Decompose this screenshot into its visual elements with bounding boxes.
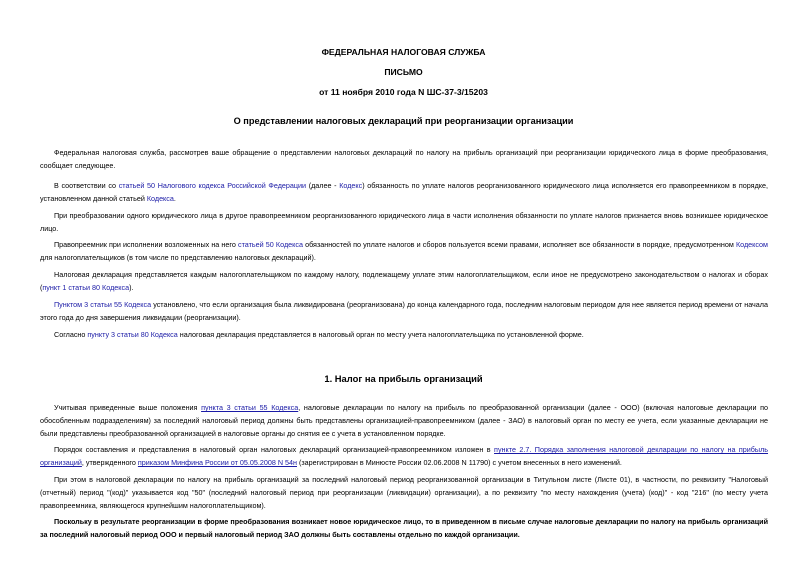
section-1-title: 1. Налог на прибыль организаций xyxy=(324,373,483,384)
text: Согласно xyxy=(54,330,88,339)
text: , налоговые декларации по налогу на прибыль по преобразованной организации (далее - ООО) (включая налоговые декларации по обособленным подразделениям) за последний налоговый период должны быть представлены организацией-правопреемником (далее - ЗАО) в налоговый орган по месту ее учета, если указанные декларации не были представлены преобразованной организацией в налоговые органы до снятия ее с учета в установленном порядке. xyxy=(40,403,768,438)
link-item-2-7-procedure[interactable]: пункте 2.7. Порядка заполнения налоговой декларации по налогу на прибыль организаций xyxy=(40,445,769,467)
text: . xyxy=(173,194,176,203)
text: обязанностей по уплате налогов и сборов пользуется всеми правами, исполняет все обязанности в порядке, предусмотренном xyxy=(302,240,736,249)
paragraph-9 xyxy=(40,443,768,469)
text: (далее - xyxy=(306,181,340,190)
document-date-number: от 11 ноября 2010 года N ШС-37-3/15203 xyxy=(319,87,488,97)
link-article-50-code[interactable]: статьей 50 Кодекса xyxy=(237,240,303,249)
text: , утвержденного xyxy=(81,458,138,467)
document-type: ПИСЬМО xyxy=(384,67,423,77)
paragraph-2 xyxy=(40,179,768,205)
text: для налогоплательщиков (в том числе по представлению налоговых деклараций). xyxy=(40,253,316,262)
text: Учитывая приведенные выше положения xyxy=(54,403,202,412)
link-article-50-tax-code[interactable]: статьей 50 Налогового кодекса Российской Федерации xyxy=(118,181,307,190)
text: Правопреемник при исполнении возложенных на него xyxy=(54,240,238,249)
paragraph-3: При преобразовании одного юридического лица в другое правопреемником реорганизованного юридического лица в части исполнения обязанности по уплате налогов признается вновь возникшее юридическое лицо. xyxy=(40,211,768,233)
link-item-3-article-55-b[interactable]: пункта 3 статьи 55 Кодекса xyxy=(201,403,299,412)
text: (зарегистрирован в Минюсте России 02.06.2008 N 11790) с учетом внесенных в него изменений. xyxy=(296,458,622,467)
link-code-3[interactable]: Кодексом xyxy=(735,240,768,249)
paragraph-7 xyxy=(40,328,768,341)
link-item-3-article-80[interactable]: пункту 3 статьи 80 Кодекса xyxy=(87,330,178,339)
paragraph-1: Федеральная налоговая служба, рассмотрев ваше обращение о представлении налоговых деклараций по налогу на прибыль организаций при реорганизации юридического лица в форме преобразования, сообщает следующее. xyxy=(40,148,768,170)
link-item-3-article-55[interactable]: Пунктом 3 статьи 55 Кодекса xyxy=(54,300,152,309)
paragraph-11: Поскольку в результате реорганизации в форме преобразования возникает новое юридическое лицо, то в приведенном в письме случае налоговые декларации по налогу на прибыль организаций за последний налоговый период ООО и первый налоговый период ЗАО должны быть составлены отдельно по каждой организации. xyxy=(40,517,768,539)
text: установлено, что если организация была ликвидирована (реорганизована) до конца календарного года, последним налоговым периодом для нее является период времени от начала этого года до дня завершения ликвидации (реорганизации). xyxy=(40,300,768,322)
link-item-1-article-80[interactable]: пункт 1 статьи 80 Кодекса xyxy=(42,283,130,292)
paragraph-10: При этом в налоговой декларации по налогу на прибыль организаций за последний налоговый период реорганизованной организации в Титульном листе (Листе 01), в частности, по реквизиту "Налоговый (отчетный) период "(код)" указывается код "50" (последний налоговый период при реорганизации (ликвидации) организации), а по реквизиту "по месту нахождения (учета) (код)" - код "216" (по месту учета правопреемника, являющегося крупнейшим налогоплательщиком). xyxy=(40,475,768,510)
link-code-2[interactable]: Кодекса xyxy=(146,194,174,203)
link-minfin-order[interactable]: приказом Минфина России от 05.05.2008 N 54н xyxy=(137,458,297,467)
paragraph-8 xyxy=(40,401,768,440)
agency-title: ФЕДЕРАЛЬНАЯ НАЛОГОВАЯ СЛУЖБА xyxy=(321,47,486,57)
text: ) обязанность по уплате налогов реорганизованного юридического лица исполняется его правопреемником в порядке, установленном данной статьей xyxy=(40,181,768,203)
paragraph-4 xyxy=(40,238,768,264)
text: ). xyxy=(129,283,134,292)
document-subject: О представлении налоговых деклараций при реорганизации организации xyxy=(233,116,574,126)
paragraph-5 xyxy=(40,268,768,294)
text: Порядок составления и представления в налоговый орган налоговых деклараций организацией-правопреемником изложен в xyxy=(54,445,495,454)
link-code[interactable]: Кодекс xyxy=(339,181,363,190)
text: налоговая декларация представляется в налоговый орган по месту учета налогоплательщика по установленной форме. xyxy=(177,330,584,339)
paragraph-6 xyxy=(40,298,768,324)
text: Налоговая декларация представляется каждым налогоплательщиком по каждому налогу, подлежащему уплате этим налогоплательщиком, если иное не предусмотрено законодательством о налогах и сборах ( xyxy=(40,270,768,292)
text: В соответствии со xyxy=(54,181,119,190)
